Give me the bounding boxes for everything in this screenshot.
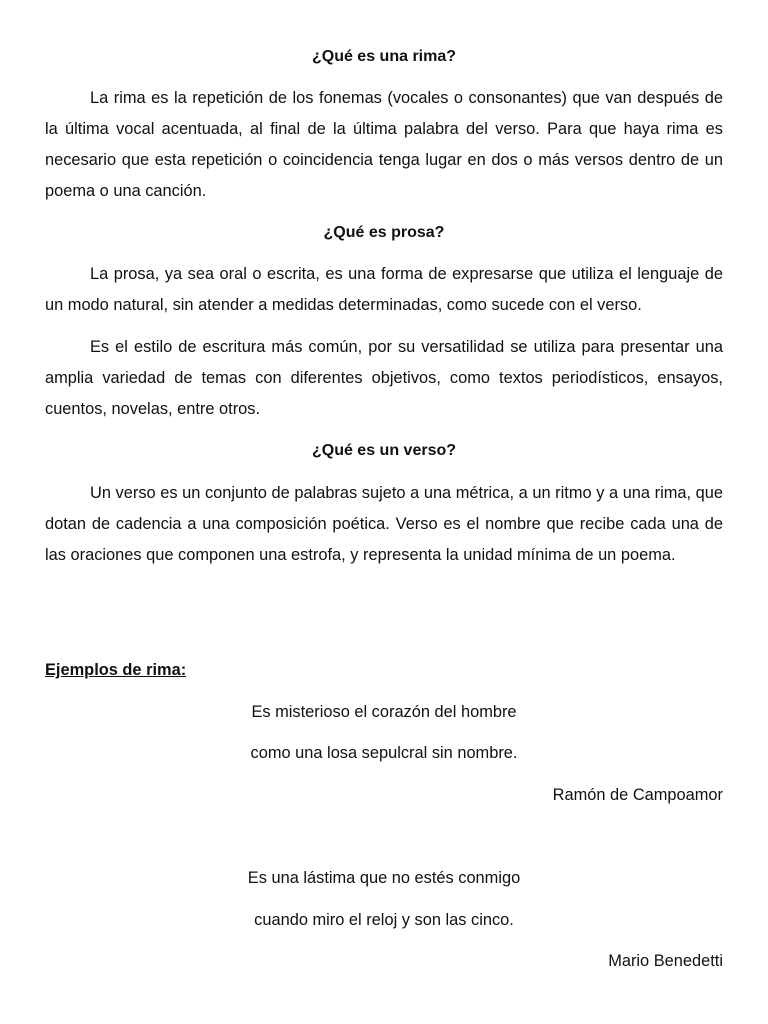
section-title-prosa: ¿Qué es prosa? xyxy=(323,224,445,241)
examples-heading: Ejemplos de rima: xyxy=(45,661,187,679)
poem-1-line-1: Es misterioso el corazón del hombre xyxy=(251,703,517,721)
poem-2-author: Mario Benedetti xyxy=(608,952,723,970)
poem-2-line-1: Es una lástima que no estés conmigo xyxy=(247,869,521,887)
paragraph-rima: La rima es la repetición de los fonemas (vocales o consonantes) que van después de la última vocal acentuada, al final de la última palabra del verso. Para que haya rima es necesario que esta repetición o coincidencia tenga lugar en dos o más versos dentro de un poema o una canción. xyxy=(45,89,723,200)
section-title-verso: ¿Qué es un verso? xyxy=(311,442,457,459)
poem-1-line-2: como una losa sepulcral sin nombre. xyxy=(250,744,518,762)
paragraph-verso: Un verso es un conjunto de palabras sujeto a una métrica, a un ritmo y a una rima, que dotan de cadencia a una composición poética. Verso es el nombre que recibe cada una de las oraciones que componen una estrofa, y representa la unidad mínima de un poema. xyxy=(45,484,723,564)
poem-2-line-2: cuando miro el reloj y son las cinco. xyxy=(254,911,514,929)
section-title-rima: ¿Qué es una rima? xyxy=(311,48,457,65)
paragraph-prosa-1: La prosa, ya sea oral o escrita, es una forma de expresarse que utiliza el lenguaje de un modo natural, sin atender a medidas determinadas, como sucede con el verso. xyxy=(45,265,723,314)
paragraph-prosa-2: Es el estilo de escritura más común, por su versatilidad se utiliza para presentar una amplia variedad de temas con diferentes objetivos, como textos periodísticos, ensayos, cuentos, novelas, entre otros. xyxy=(45,338,723,418)
poem-1-author: Ramón de Campoamor xyxy=(552,786,723,804)
